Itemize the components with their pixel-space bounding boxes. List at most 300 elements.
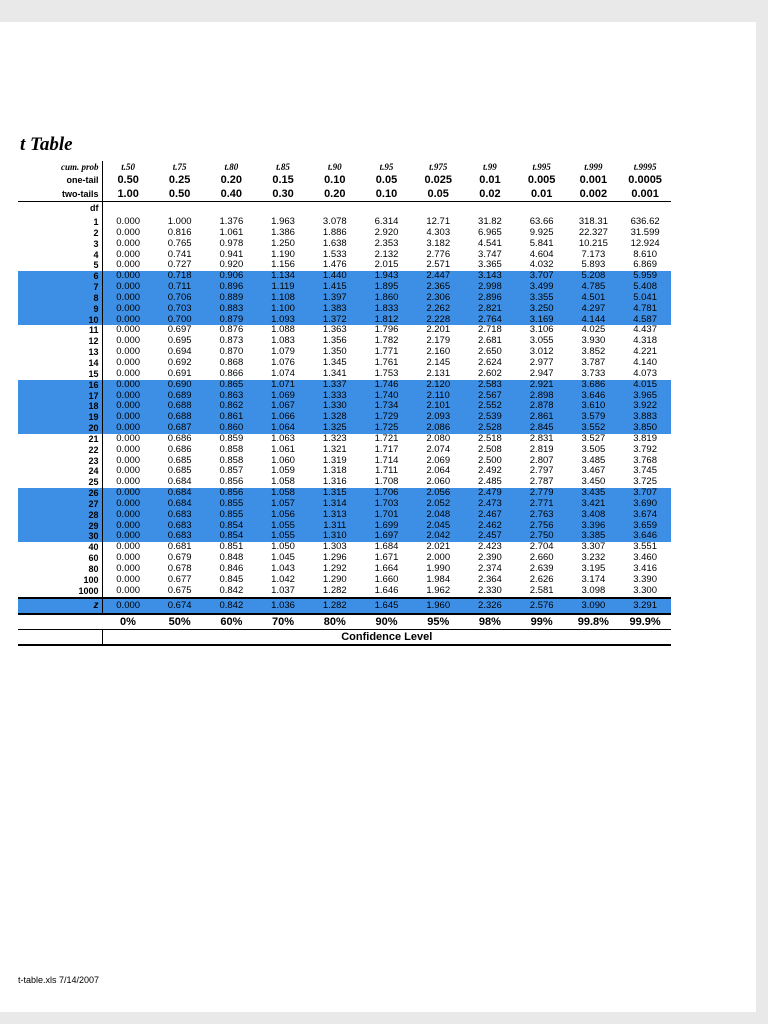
- table-row: [18, 260, 671, 271]
- critical-value: 2.093: [412, 412, 464, 423]
- critical-value: 2.074: [426, 444, 451, 455]
- critical-value: 2.462: [464, 521, 516, 532]
- column-header-t: t.80: [224, 162, 239, 172]
- critical-value: 1.372: [309, 315, 361, 326]
- critical-value: 4.140: [633, 357, 657, 368]
- critical-value: 0.000: [116, 347, 141, 358]
- critical-value: 2.479: [464, 488, 516, 499]
- critical-value: 3.646: [568, 391, 620, 402]
- critical-value: 0.689: [154, 391, 206, 402]
- critical-value: 2.086: [412, 423, 464, 434]
- table-row: [18, 228, 671, 239]
- two-tails-value: 0.40: [205, 187, 257, 202]
- critical-value: 3.883: [619, 412, 671, 423]
- critical-value: 1.045: [271, 553, 295, 564]
- critical-value: 1.660: [374, 574, 399, 585]
- critical-value: 1.055: [257, 521, 309, 532]
- critical-value: 3.965: [619, 391, 671, 402]
- table-row: [18, 510, 671, 521]
- critical-value: 0.000: [116, 466, 141, 477]
- critical-value: 3.690: [619, 499, 671, 510]
- critical-value: 0.920: [219, 260, 244, 271]
- column-header-t: t.90: [327, 162, 342, 172]
- df-value: 19: [18, 412, 102, 423]
- critical-value: 3.787: [581, 357, 606, 368]
- critical-value: 0.000: [116, 542, 141, 553]
- critical-value: 0.000: [102, 531, 154, 542]
- critical-value: 12.71: [426, 216, 451, 227]
- critical-value: 1.064: [257, 423, 309, 434]
- df-value: 11: [18, 325, 102, 336]
- critical-value: 12.924: [630, 238, 660, 249]
- critical-value: 2.763: [516, 510, 568, 521]
- critical-value: 2.374: [478, 564, 502, 574]
- critical-value: 3.232: [581, 553, 606, 564]
- df-value: 26: [18, 488, 102, 499]
- critical-value: 0.000: [102, 488, 154, 499]
- critical-value: 0.876: [219, 325, 244, 336]
- critical-value: 0.741: [167, 249, 192, 260]
- critical-value: 0.000: [102, 315, 154, 326]
- critical-value: 2.845: [516, 423, 568, 434]
- critical-value: 1.753: [374, 368, 399, 379]
- critical-value: 2.015: [374, 260, 399, 271]
- critical-value: 10.215: [578, 238, 608, 249]
- critical-value: 1.250: [271, 238, 295, 249]
- df-value: 23: [18, 456, 102, 467]
- critical-value: 1.088: [271, 325, 295, 336]
- critical-value: 1.671: [374, 553, 399, 564]
- empty-cell: [102, 202, 154, 215]
- critical-value: 2.626: [529, 574, 554, 585]
- critical-value: 1.356: [322, 336, 347, 347]
- critical-value: 2.660: [529, 553, 554, 564]
- df-label: df: [18, 202, 102, 215]
- critical-value: 1.057: [257, 499, 309, 510]
- critical-value: 1.383: [309, 304, 361, 315]
- z-value: 3.090: [568, 598, 620, 614]
- critical-value: 3.143: [464, 271, 516, 282]
- critical-value: 3.174: [581, 574, 606, 585]
- critical-value: 1.000: [167, 216, 192, 227]
- critical-value: 1.701: [361, 510, 413, 521]
- empty-cell: [516, 202, 568, 215]
- critical-value: 3.012: [529, 347, 554, 358]
- critical-value: 2.567: [464, 391, 516, 402]
- critical-value: 1.316: [322, 477, 347, 488]
- critical-value: 2.021: [426, 542, 451, 553]
- critical-value: 2.306: [412, 293, 464, 304]
- critical-value: 0.683: [154, 521, 206, 532]
- critical-value: 0.861: [205, 412, 257, 423]
- critical-value: 1.734: [361, 401, 413, 412]
- critical-value: 3.055: [529, 336, 554, 347]
- critical-value: 4.073: [633, 368, 657, 379]
- critical-value: 0.677: [167, 574, 192, 585]
- critical-value: 2.718: [478, 325, 502, 336]
- critical-value: 0.000: [116, 585, 141, 596]
- critical-value: 0.000: [116, 227, 141, 238]
- critical-value: 3.747: [478, 249, 502, 260]
- critical-value: 1.079: [271, 347, 295, 358]
- critical-value: 2.120: [412, 380, 464, 391]
- empty-cell: [18, 629, 102, 645]
- critical-value: 2.819: [529, 444, 554, 455]
- critical-value: 1.782: [374, 336, 399, 347]
- critical-value: 2.528: [464, 423, 516, 434]
- critical-value: 0.675: [167, 585, 192, 596]
- critical-value: 0.000: [102, 293, 154, 304]
- z-value: 1.960: [412, 598, 464, 614]
- critical-value: 4.785: [568, 282, 620, 293]
- critical-value: 1.337: [309, 380, 361, 391]
- critical-value: 1.943: [361, 271, 413, 282]
- critical-value: 3.467: [581, 466, 606, 477]
- critical-value: 2.045: [412, 521, 464, 532]
- critical-value: 3.527: [581, 433, 606, 444]
- critical-value: 1.310: [309, 531, 361, 542]
- z-value: 1.036: [257, 598, 309, 614]
- critical-value: 2.473: [464, 499, 516, 510]
- critical-value: 0.859: [219, 433, 244, 444]
- critical-value: 0.000: [116, 260, 141, 271]
- critical-value: 1.664: [374, 564, 399, 574]
- df-value: 16: [18, 380, 102, 391]
- table-row: [18, 499, 671, 510]
- critical-value: 636.62: [630, 216, 660, 227]
- critical-value: 1.708: [374, 477, 399, 488]
- critical-value: 3.421: [568, 499, 620, 510]
- critical-value: 2.145: [426, 357, 451, 368]
- critical-value: 1.341: [322, 368, 347, 379]
- critical-value: 1.100: [257, 304, 309, 315]
- critical-value: 3.659: [619, 521, 671, 532]
- critical-value: 0.855: [205, 499, 257, 510]
- critical-value: 3.768: [633, 455, 657, 466]
- critical-value: 0.873: [219, 336, 244, 347]
- critical-value: 0.000: [116, 444, 141, 455]
- critical-value: 2.492: [478, 466, 502, 477]
- critical-value: 1.895: [361, 282, 413, 293]
- critical-value: 0.000: [116, 216, 141, 227]
- critical-value: 0.889: [205, 293, 257, 304]
- critical-value: 0.896: [205, 282, 257, 293]
- critical-value: 0.691: [167, 368, 192, 379]
- table-row: [18, 239, 671, 250]
- critical-value: 0.711: [154, 282, 206, 293]
- critical-value: 3.182: [426, 238, 451, 249]
- critical-value: 2.353: [374, 238, 399, 249]
- one-tail-value: 0.0005: [628, 174, 662, 186]
- df-value: 25: [18, 477, 102, 488]
- one-tail-value: 0.001: [579, 174, 608, 186]
- critical-value: 3.078: [322, 216, 347, 227]
- critical-value: 0.684: [154, 488, 206, 499]
- table-row: [18, 434, 671, 445]
- empty-cell: [257, 202, 309, 215]
- critical-value: 1.796: [374, 325, 399, 336]
- critical-value: 2.764: [464, 315, 516, 326]
- df-value: 80: [18, 564, 102, 575]
- critical-value: 2.807: [529, 455, 554, 466]
- empty-cell: [412, 202, 464, 215]
- df-value: 7: [18, 282, 102, 293]
- critical-value: 2.000: [426, 553, 451, 564]
- column-header-t: t.995: [532, 162, 551, 172]
- critical-value: 0.000: [102, 499, 154, 510]
- df-value: 24: [18, 466, 102, 477]
- critical-value: 2.069: [426, 455, 451, 466]
- critical-value: 3.551: [633, 542, 657, 553]
- critical-value: 1.303: [322, 542, 347, 553]
- critical-value: 1.729: [361, 412, 413, 423]
- critical-value: 0.000: [116, 325, 141, 336]
- critical-value: 0.700: [154, 315, 206, 326]
- critical-value: 1.330: [309, 401, 361, 412]
- critical-value: 1.063: [271, 433, 295, 444]
- critical-value: 3.195: [581, 564, 606, 574]
- two-tails-value: 0.05: [412, 187, 464, 202]
- critical-value: 3.499: [516, 282, 568, 293]
- critical-value: 2.423: [478, 542, 502, 553]
- critical-value: 2.583: [464, 380, 516, 391]
- critical-value: 3.106: [529, 325, 554, 336]
- critical-value: 1.134: [257, 271, 309, 282]
- two-tails-value: 0.20: [309, 187, 361, 202]
- table-row: [18, 304, 671, 315]
- table-row: [18, 293, 671, 304]
- critical-value: 1.290: [322, 574, 347, 585]
- critical-value: 3.300: [633, 585, 657, 596]
- two-tails-value: 0.50: [154, 187, 206, 202]
- header-row-one-tail: [18, 173, 671, 187]
- column-header-t: t.85: [276, 162, 290, 172]
- critical-value: 2.920: [374, 227, 399, 238]
- critical-value: 2.750: [516, 531, 568, 542]
- critical-value: 2.060: [426, 477, 451, 488]
- df-value: 2: [18, 228, 102, 239]
- critical-value: 2.179: [426, 336, 451, 347]
- empty-cell: [619, 202, 671, 215]
- critical-value: 0.851: [219, 542, 244, 553]
- critical-value: 4.587: [619, 315, 671, 326]
- critical-value: 2.797: [529, 466, 554, 477]
- critical-value: 1.067: [257, 401, 309, 412]
- critical-value: 1.711: [374, 466, 399, 477]
- two-tails-value: 0.30: [257, 187, 309, 202]
- critical-value: 1.440: [309, 271, 361, 282]
- critical-value: 1.706: [361, 488, 413, 499]
- critical-value: 6.965: [478, 227, 502, 238]
- critical-value: 2.457: [464, 531, 516, 542]
- table-row: [18, 575, 671, 586]
- critical-value: 3.098: [581, 585, 606, 596]
- z-value: 2.326: [464, 598, 516, 614]
- critical-value: 3.485: [581, 455, 606, 466]
- empty-cell: [205, 202, 257, 215]
- critical-value: 1.093: [257, 315, 309, 326]
- critical-value: 4.303: [426, 227, 451, 238]
- critical-value: 0.865: [205, 380, 257, 391]
- critical-value: 0.695: [167, 336, 192, 347]
- critical-value: 2.518: [478, 433, 502, 444]
- column-header-t: t.9995: [633, 162, 657, 172]
- critical-value: 0.000: [116, 564, 141, 574]
- critical-value: 2.485: [478, 477, 502, 488]
- critical-value: 3.460: [633, 553, 657, 564]
- critical-value: 2.831: [529, 433, 554, 444]
- critical-value: 1.055: [257, 531, 309, 542]
- critical-value: 1.296: [322, 553, 347, 564]
- critical-value: 1.119: [257, 282, 309, 293]
- critical-value: 1.725: [361, 423, 413, 434]
- z-row: [18, 598, 671, 614]
- one-tail-value: 0.20: [220, 174, 243, 186]
- critical-value: 1.833: [361, 304, 413, 315]
- critical-value: 3.610: [568, 401, 620, 412]
- critical-value: 3.396: [568, 521, 620, 532]
- df-value: 29: [18, 521, 102, 532]
- critical-value: 3.505: [581, 444, 606, 455]
- critical-value: 1.071: [257, 380, 309, 391]
- table-row: [18, 250, 671, 261]
- critical-value: 2.581: [529, 585, 554, 596]
- critical-value: 63.66: [529, 216, 554, 227]
- table-row: [18, 380, 671, 391]
- confidence-value: 99.9%: [619, 614, 671, 630]
- critical-value: 1.714: [374, 455, 399, 466]
- critical-value: 2.110: [412, 391, 464, 402]
- critical-value: 5.841: [529, 238, 554, 249]
- confidence-value: 99%: [516, 614, 568, 630]
- critical-value: 1.061: [219, 227, 244, 238]
- critical-value: 4.604: [529, 249, 554, 260]
- critical-value: 1.076: [271, 357, 295, 368]
- critical-value: 3.707: [619, 488, 671, 499]
- confidence-value: 95%: [412, 614, 464, 630]
- critical-value: 2.467: [464, 510, 516, 521]
- column-header-t: t.50: [121, 162, 136, 172]
- critical-value: 2.787: [529, 477, 554, 488]
- critical-value: 1.318: [322, 466, 347, 477]
- critical-value: 3.552: [568, 423, 620, 434]
- column-header-t: t.95: [379, 162, 394, 172]
- critical-value: 0.686: [167, 433, 192, 444]
- critical-value: 1.314: [309, 499, 361, 510]
- critical-value: 4.541: [478, 238, 502, 249]
- two-tails-value: 0.10: [361, 187, 413, 202]
- critical-value: 1.397: [309, 293, 361, 304]
- df-value: 15: [18, 369, 102, 380]
- critical-value: 0.686: [167, 444, 192, 455]
- critical-value: 4.781: [619, 304, 671, 315]
- one-tail-value: 0.01: [479, 174, 501, 186]
- critical-value: 0.000: [102, 391, 154, 402]
- critical-value: 4.025: [581, 325, 606, 336]
- critical-value: 4.437: [633, 325, 657, 336]
- critical-value: 2.201: [426, 325, 451, 336]
- critical-value: 3.725: [633, 477, 657, 488]
- critical-value: 0.845: [219, 574, 244, 585]
- one-tail-value: 0.25: [168, 174, 191, 186]
- critical-value: 2.756: [516, 521, 568, 532]
- critical-value: 3.686: [568, 380, 620, 391]
- critical-value: 2.539: [464, 412, 516, 423]
- critical-value: 1.061: [271, 444, 295, 455]
- empty-cell: [361, 202, 413, 215]
- critical-value: 0.727: [167, 260, 192, 271]
- critical-value: 2.896: [464, 293, 516, 304]
- critical-value: 0.856: [219, 477, 244, 488]
- critical-value: 1.345: [322, 357, 347, 368]
- critical-value: 1.056: [257, 510, 309, 521]
- critical-value: 2.160: [426, 347, 451, 358]
- critical-value: 1.313: [309, 510, 361, 521]
- critical-value: 2.779: [516, 488, 568, 499]
- df-value: 27: [18, 499, 102, 510]
- df-value: 21: [18, 434, 102, 445]
- critical-value: 4.318: [633, 336, 657, 347]
- critical-value: 3.852: [581, 347, 606, 358]
- table-row: [18, 282, 671, 293]
- critical-value: 0.857: [219, 466, 244, 477]
- critical-value: 2.101: [412, 401, 464, 412]
- critical-value: 1.059: [271, 466, 295, 477]
- critical-value: 3.385: [568, 531, 620, 542]
- header-row-cum-prob: [18, 161, 671, 173]
- critical-value: 0.765: [167, 238, 192, 249]
- critical-value: 2.681: [478, 336, 502, 347]
- critical-value: 1.476: [322, 260, 347, 271]
- table-row: [18, 315, 671, 326]
- critical-value: 0.690: [154, 380, 206, 391]
- critical-value: 31.82: [478, 216, 502, 227]
- two-tails-value: 0.01: [516, 187, 568, 202]
- critical-value: 0.684: [167, 477, 192, 488]
- critical-value: 0.000: [116, 574, 141, 585]
- critical-value: 5.408: [619, 282, 671, 293]
- critical-value: 5.041: [619, 293, 671, 304]
- critical-value: 3.930: [581, 336, 606, 347]
- critical-value: 2.048: [412, 510, 464, 521]
- critical-value: 0.000: [116, 477, 141, 488]
- critical-value: 0.000: [102, 521, 154, 532]
- critical-value: 0.000: [102, 401, 154, 412]
- critical-value: 0.858: [219, 444, 244, 455]
- critical-value: 3.792: [633, 444, 657, 455]
- table-row: [18, 542, 671, 553]
- critical-value: 1.533: [322, 249, 347, 260]
- critical-value: 1.684: [374, 542, 399, 553]
- table-row: [18, 466, 671, 477]
- page-title: t Table: [20, 134, 73, 155]
- critical-value: 2.771: [516, 499, 568, 510]
- critical-value: 0.688: [154, 401, 206, 412]
- critical-value: 1.083: [271, 336, 295, 347]
- critical-value: 2.500: [478, 455, 502, 466]
- column-header-t: t.975: [429, 162, 448, 172]
- critical-value: 0.706: [154, 293, 206, 304]
- df-value: 100: [18, 575, 102, 586]
- z-value: 0.674: [154, 598, 206, 614]
- critical-value: 1.282: [322, 585, 347, 596]
- critical-value: 0.685: [167, 455, 192, 466]
- confidence-value: 70%: [257, 614, 309, 630]
- critical-value: 1.984: [426, 574, 451, 585]
- column-header-t: t.99: [483, 162, 497, 172]
- critical-value: 1.771: [374, 347, 399, 358]
- df-value: 5: [18, 260, 102, 271]
